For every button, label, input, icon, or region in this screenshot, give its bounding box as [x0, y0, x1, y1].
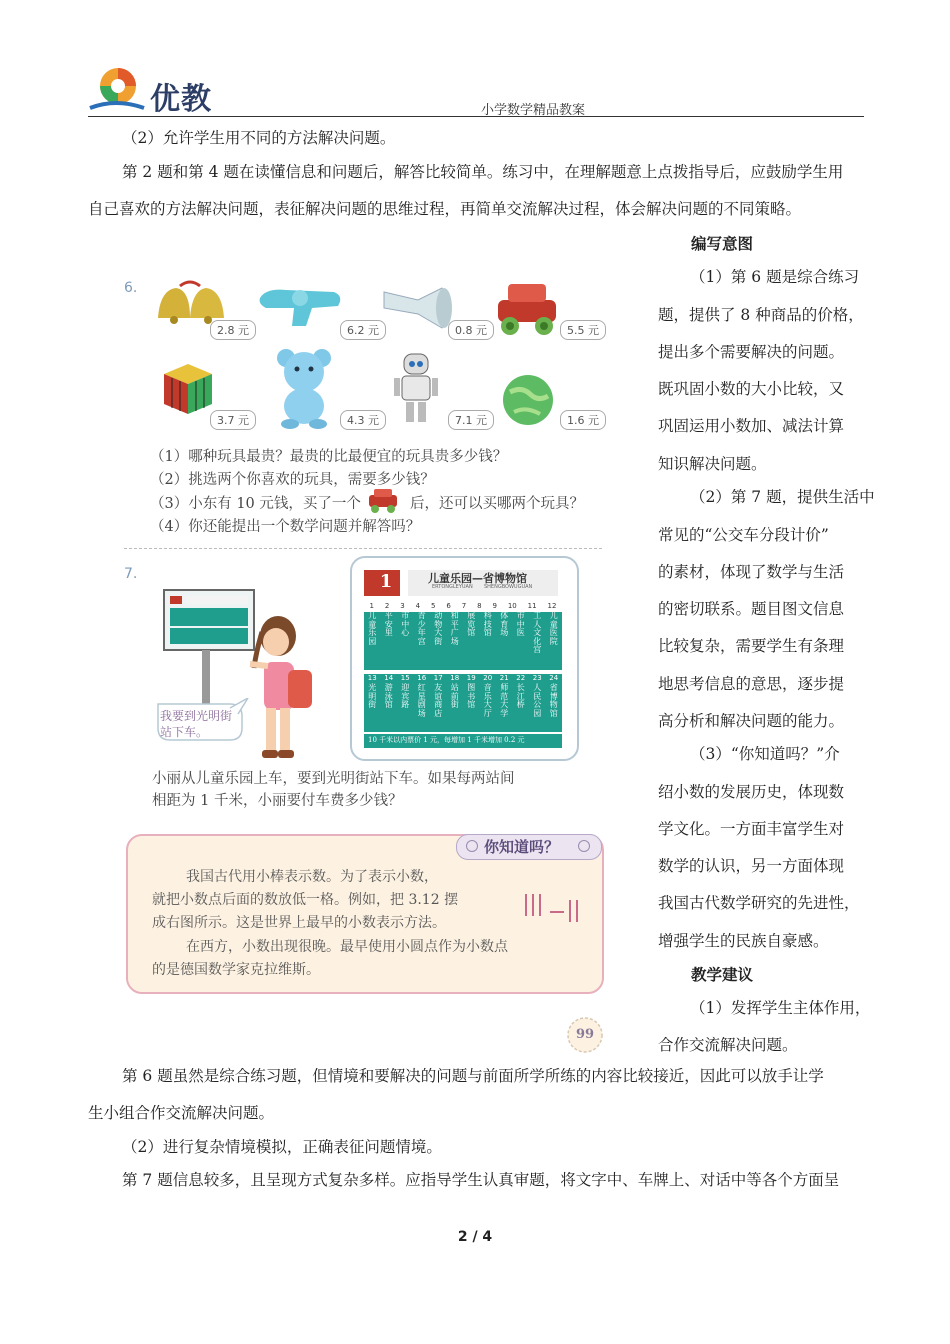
stop-name: 展览馆 — [467, 611, 476, 637]
sidebar-heading-suggestion: 教学建议 — [691, 965, 754, 984]
robot-icon — [392, 350, 440, 428]
sidebar-line: 既巩固小数的大小比较，又 — [658, 380, 845, 398]
toy-car-icon — [492, 278, 562, 340]
sidebar-line: （1）发挥学生主体作用， — [690, 999, 871, 1017]
stop-number: 6 — [446, 602, 451, 610]
stop-name: 儿童医院 — [549, 611, 558, 646]
stop-name: 红星剧场 — [417, 683, 426, 718]
stop-number: 20 — [483, 674, 493, 682]
sidebar-line: 地思考信息的意思，逐步提 — [658, 675, 845, 693]
stop-name: 工人文化宫 — [533, 611, 542, 654]
book-page-number: 99 — [575, 1027, 595, 1042]
stop-name: 人民公园 — [533, 683, 542, 718]
toy-car-small-icon — [366, 487, 400, 515]
stop-number: 24 — [549, 674, 559, 682]
exercise-number: 6. — [124, 280, 138, 296]
sidebar-line: （3）“你知道吗？”介 — [690, 745, 840, 763]
sidebar-line: 我国古代数学研究的先进性， — [658, 894, 860, 912]
bus-stop-sign — [160, 586, 260, 708]
stop-name: 友谊商店 — [434, 683, 443, 718]
stop-number: 16 — [417, 674, 427, 682]
rubiks-cube-icon — [160, 360, 216, 418]
speech-text: 我要到光明街站下车。 — [160, 709, 233, 739]
stop-number: 2 — [384, 602, 390, 610]
stop-name: 游泳馆 — [384, 683, 393, 709]
stop-name: 市中心 — [401, 611, 410, 637]
sidebar-line: 题，提供了 8 种商品的价格， — [658, 306, 864, 324]
stop-name: 图书馆 — [467, 683, 476, 709]
price-tag: 2.8 元 — [210, 320, 256, 340]
problem-line-1: 小丽从儿童乐园上车，要到光明街站下车。如果每两站间 — [152, 771, 515, 787]
price-tag: 4.3 元 — [340, 410, 386, 430]
megaphone-icon — [378, 284, 458, 332]
stop-name: 长江桥 — [516, 683, 525, 709]
teddy-bear-icon — [274, 346, 336, 430]
did-you-know-line: 在西方，小数出现很晚。最早使用小圆点作为小数点 — [186, 939, 508, 955]
did-you-know-title: 你知道吗？ — [484, 838, 560, 856]
stop-number: 10 — [507, 602, 517, 610]
page-number: 2 / 4 — [457, 1229, 493, 1245]
sidebar-line: （2）第 7 题，提供生活中 — [690, 488, 875, 506]
stop-number: 14 — [384, 674, 394, 682]
stop-name: 迎宾路 — [401, 683, 410, 709]
price-tag: 7.1 元 — [448, 410, 494, 430]
price-tag: 0.8 元 — [448, 320, 494, 340]
sidebar-line: 比较复杂，需要学生有条理 — [658, 637, 845, 655]
paragraph-2-line-2: 自己喜欢的方法解决问题，表征解决问题的思维过程，再简单交流解决过程，体会解决问题的不同策略。 — [88, 200, 802, 218]
sidebar-line: 巩固运用小数加、减法计算 — [658, 417, 845, 435]
stop-name: 平安里 — [384, 611, 393, 637]
sidebar-line: 提出多个需要解决的问题。 — [658, 343, 845, 361]
stop-number: 18 — [450, 674, 460, 682]
water-gun-icon — [256, 282, 346, 330]
question-2: （2）挑选两个你喜欢的玩具，需要多少钱？ — [150, 472, 435, 488]
circle-icon — [578, 840, 590, 852]
stop-number: 15 — [400, 674, 410, 682]
stop-number: 9 — [492, 602, 497, 610]
stop-number: 19 — [466, 674, 476, 682]
route-pinyin-left: ERTONGLEYUAN — [432, 584, 473, 590]
sidebar-line: 常见的“公交车分段计价” — [658, 526, 829, 544]
sidebar-line: 的密切联系。题目图文信息 — [658, 600, 845, 618]
stop-name: 儿童乐园 — [368, 611, 377, 646]
route-title: 儿童乐园—省博物馆 — [428, 572, 527, 585]
stop-name: 音乐大厅 — [483, 683, 492, 718]
stop-number: 1 — [369, 602, 374, 610]
sidebar-line: 合作交流解决问题。 — [658, 1036, 798, 1054]
section-divider — [124, 548, 602, 549]
did-you-know-line: 我国古代用小棒表示数。为了表示小数， — [186, 869, 438, 885]
price-tag: 6.2 元 — [340, 320, 386, 340]
stop-name: 动物大街 — [434, 611, 443, 646]
sidebar-line: 的素材，体现了数学与生活 — [658, 563, 845, 581]
globe-icon — [500, 372, 556, 428]
sidebar-line: （1）第 6 题是综合练习 — [690, 268, 860, 286]
stop-number: 4 — [415, 602, 421, 610]
sidebar-line: 绍小数的发展历史，体现数 — [658, 783, 845, 801]
stop-number: 13 — [367, 674, 377, 682]
stop-number: 22 — [516, 674, 526, 682]
price-tag: 1.6 元 — [560, 410, 606, 430]
route-pinyin-right: SHENGBOWUGUAN — [484, 584, 533, 590]
sidebar-line: 数学的认识，另一方面体现 — [658, 857, 845, 875]
did-you-know-line: 的是德国数学家克拉维斯。 — [152, 962, 320, 978]
question-3-part-2: 后，还可以买哪两个玩具？ — [410, 496, 584, 512]
girl-illustration — [248, 612, 318, 762]
sidebar-line: 知识解决问题。 — [658, 455, 767, 473]
stop-number: 11 — [527, 602, 537, 610]
route-number: 1 — [379, 571, 393, 592]
logo-icon — [86, 64, 148, 114]
stop-number: 5 — [430, 602, 436, 610]
question-4: （4）你还能提出一个数学问题并解答吗？ — [150, 519, 421, 535]
stop-numbers-top — [364, 602, 562, 610]
paragraph-bottom-2: （2）进行复杂情境模拟，正确表征问题情境。 — [122, 1138, 442, 1156]
paragraph-1: （2）允许学生用不同的方法解决问题。 — [122, 129, 396, 147]
stop-name: 师范大学 — [500, 683, 509, 718]
paragraph-bottom-3: 第 7 题信息较多，且呈现方式复杂多样。应指导学生认真审题，将文字中、车牌上、对话中等各个方面呈 — [122, 1171, 840, 1189]
counting-rods-figure — [518, 890, 584, 924]
problem-line-2: 相距为 1 千米，小丽要付车费多少钱？ — [152, 793, 403, 809]
sidebar-line: 增强学生的民族自豪感。 — [658, 932, 829, 950]
price-tag: 5.5 元 — [560, 320, 606, 340]
sidebar-line: 学文化。一方面丰富学生对 — [658, 820, 845, 838]
stop-number: 17 — [433, 674, 443, 682]
stop-number: 8 — [477, 602, 482, 610]
paragraph-bottom-1-line-1: 第 6 题虽然是综合练习题，但情境和要解决的问题与前面所学所练的内容比较接近，因此可以放手让学 — [122, 1067, 824, 1085]
stop-name: 光明街 — [368, 683, 377, 709]
stop-name: 青少年宫 — [417, 611, 426, 646]
paragraph-bottom-1-line-2: 生小组合作交流解决问题。 — [88, 1104, 275, 1122]
stop-number: 23 — [532, 674, 542, 682]
sidebar-line: 高分析和解决问题的能力。 — [658, 712, 845, 730]
stop-number: 21 — [499, 674, 509, 682]
stop-names-top — [364, 612, 562, 670]
paragraph-2-line-1: 第 2 题和第 4 题在读懂信息和问题后，解答比较简单。练习中，在理解题意上点拨指导后，应鼓励学生用 — [122, 163, 844, 181]
stop-name: 和平广场 — [450, 611, 459, 646]
did-you-know-line: 成右图所示。这是世界上最早的小数表示方法。 — [152, 915, 446, 931]
logo-text: 优教 — [150, 82, 212, 117]
header-title: 小学数学精品教案 — [481, 103, 586, 118]
exercise-number: 7. — [124, 566, 138, 582]
price-tag: 3.7 元 — [210, 410, 256, 430]
did-you-know-line: 就把小数点后面的数放低一格。例如，把 3.12 摆 — [152, 892, 459, 908]
stop-name: 市中医 — [516, 611, 525, 637]
question-3-part-1: （3）小东有 10 元钱，买了一个 — [150, 496, 361, 512]
question-1: （1）哪种玩具最贵？最贵的比最便宜的玩具贵多少钱？ — [150, 449, 508, 465]
circle-icon — [466, 840, 478, 852]
stop-name: 体育场 — [500, 611, 509, 637]
stop-number: 7 — [461, 602, 467, 610]
stop-number: 3 — [400, 602, 405, 610]
sidebar-heading-intent: 编写意图 — [691, 234, 754, 253]
fare-note: 10 千米以内票价 1 元，每增加 1 千米增加 0.2 元 — [368, 736, 525, 744]
stop-number: 12 — [547, 602, 557, 610]
stop-name: 科技馆 — [483, 611, 492, 637]
stop-name: 省博物馆 — [549, 683, 558, 718]
header-divider — [88, 116, 864, 117]
stop-names-bottom — [364, 684, 562, 732]
stop-name: 站前街 — [450, 683, 459, 709]
